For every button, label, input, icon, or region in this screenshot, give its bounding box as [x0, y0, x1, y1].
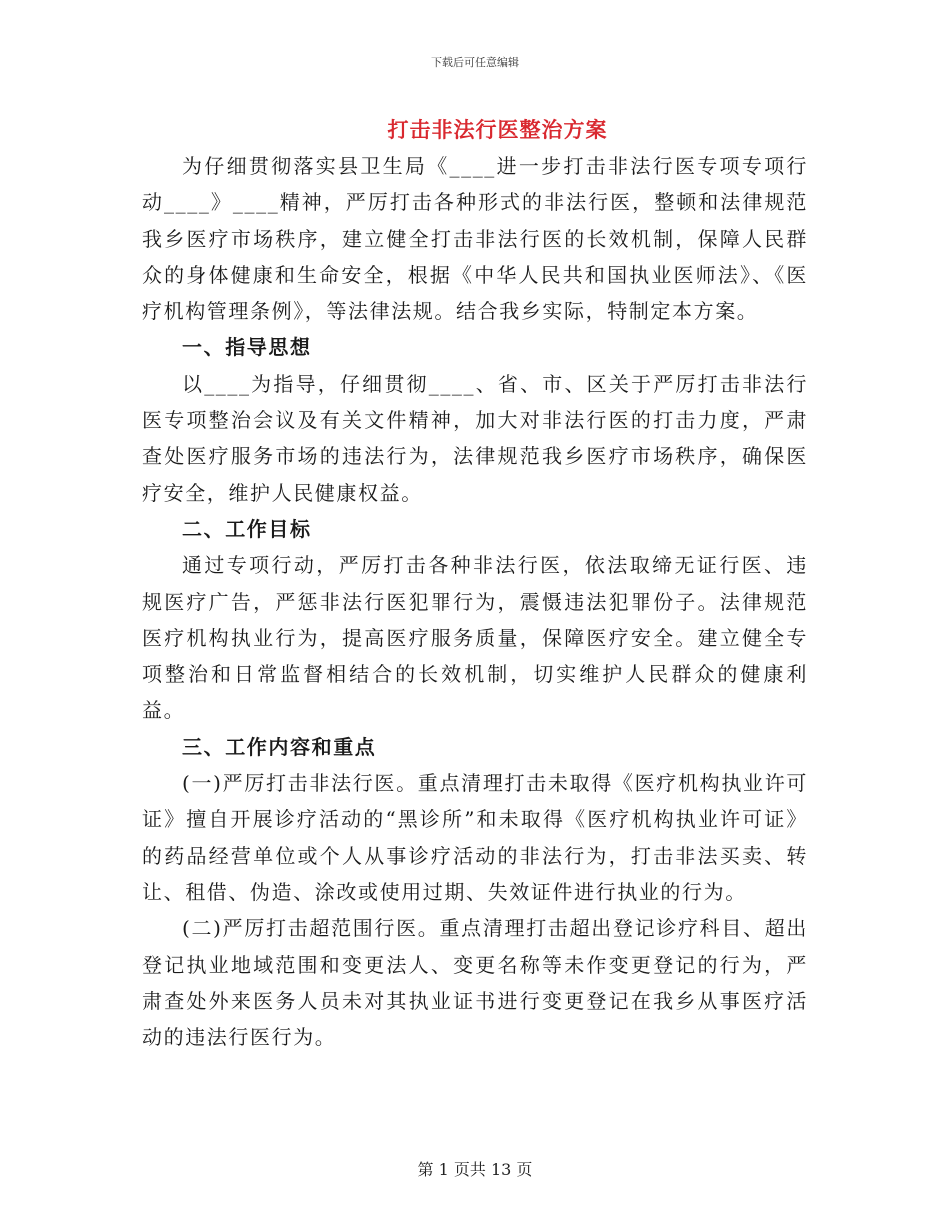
section-paragraph: (二)严厉打击超范围行医。重点清理打击超出登记诊疗科目、超出登记执业地域范围和变更法人、变更名称等未作变更登记的行为，严肃查处外来医务人员未对其执业证书进行变更登记在我乡从事医疗活动的违法行医行为。 [142, 916, 808, 1050]
document-title: 打击非法行医整治方案 [387, 117, 608, 142]
section-heading-guiding-thought: 一、指导思想 [182, 335, 312, 360]
page-number: 第 1 页共 13 页 [417, 1160, 533, 1179]
section-heading-work-content: 三、工作内容和重点 [182, 734, 377, 759]
section-paragraph: 通过专项行动，严厉打击各种非法行医，依法取缔无证行医、违规医疗广告，严惩非法行医犯罪行为，震慑违法犯罪份子。法律规范医疗机构执业行为，提高医疗服务质量，保障医疗安全。建立健全专项整治和日常监督相结合的长效机制，切实维护人民群众的健康利益。 [142, 553, 808, 723]
document-body [142, 148, 808, 1055]
intro-paragraph: 为仔细贯彻落实县卫生局《____进一步打击非法行医专项专项行动____》____精神，严厉打击各种形式的非法行医，整顿和法律规范我乡医疗市场秩序，建立健全打击非法行医的长效机制，保障人民群众的身体健康和生命安全，根据《中华人民共和国执业医师法》、《医疗机构管理条例》，等法律法规。结合我乡实际，特制定本方案。 [142, 154, 808, 324]
header-note: 下载后可任意编辑 [431, 56, 519, 69]
section-paragraph: 以____为指导，仔细贯彻____、省、市、区关于严厉打击非法行医专项整治会议及有关文件精神，加大对非法行医的打击力度，严肃查处医疗服务市场的违法行为，法律规范我乡医疗市场秩序，确保医疗安全，维护人民健康权益。 [142, 371, 808, 505]
section-heading-work-goals: 二、工作目标 [182, 516, 312, 541]
section-paragraph: (一)严厉打击非法行医。重点清理打击未取得《医疗机构执业许可证》擅自开展诊疗活动的“黑诊所”和未取得《医疗机构执业许可证》的药品经营单位或个人从事诊疗活动的非法行为，打击非法买卖、转让、租借、伪造、涂改或使用过期、失效证件进行执业的行为。 [142, 771, 808, 904]
